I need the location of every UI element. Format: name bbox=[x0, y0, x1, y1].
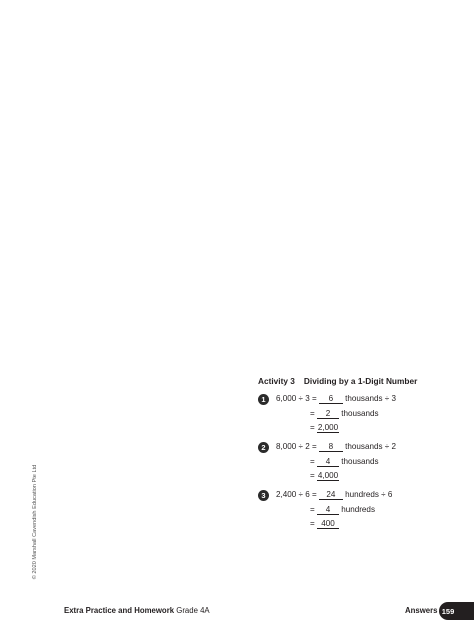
q1-line-3 bbox=[310, 423, 339, 433]
q1-answer-3: 2,000 bbox=[317, 423, 339, 432]
q1-answer-2: 2 bbox=[317, 409, 339, 419]
q2-answer-1: 8 bbox=[319, 442, 343, 452]
q3-expression: 2,400 ÷ 6 = bbox=[276, 490, 317, 499]
q2-answer-2: 4 bbox=[317, 457, 339, 467]
equals-sign: = bbox=[310, 457, 315, 466]
q2-unit-1: thousands ÷ 2 bbox=[345, 442, 396, 451]
q1-answer-1: 6 bbox=[319, 394, 343, 404]
equals-sign: = bbox=[310, 409, 315, 418]
equals-sign: = bbox=[310, 423, 315, 432]
footer-book-title: Extra Practice and Homework bbox=[64, 606, 175, 615]
footer-grade: Grade 4A bbox=[176, 606, 210, 615]
q1-line-1 bbox=[276, 394, 396, 404]
q1-unit-1: thousands ÷ 3 bbox=[345, 394, 396, 403]
q1-line-2 bbox=[310, 409, 379, 419]
q2-expression: 8,000 ÷ 2 = bbox=[276, 442, 317, 451]
question-number-1: 1 bbox=[258, 394, 269, 405]
activity-header bbox=[258, 376, 417, 386]
equals-sign: = bbox=[310, 519, 315, 528]
q3-unit-2: hundreds bbox=[341, 505, 375, 514]
question-number-2: 2 bbox=[258, 442, 269, 453]
q2-unit-2: thousands bbox=[341, 457, 379, 466]
activity-title: Dividing by a 1-Digit Number bbox=[303, 376, 418, 386]
q1-expression: 6,000 ÷ 3 = bbox=[276, 394, 317, 403]
q3-line-1 bbox=[276, 490, 392, 500]
equals-sign: = bbox=[310, 471, 315, 480]
question-number-3: 3 bbox=[258, 490, 269, 501]
q2-answer-3: 4,000 bbox=[317, 471, 339, 480]
page-number: 159 bbox=[441, 606, 455, 616]
q3-answer-2: 4 bbox=[317, 505, 339, 515]
q3-unit-1: hundreds ÷ 6 bbox=[345, 490, 393, 499]
q3-answer-3: 400 bbox=[317, 519, 339, 529]
q3-line-2 bbox=[310, 505, 375, 515]
equals-sign: = bbox=[310, 505, 315, 514]
copyright-text: © 2020 Marshall Cavendish Education Pte Ltd bbox=[32, 464, 38, 580]
q2-line-1 bbox=[276, 442, 396, 452]
footer-book-info bbox=[64, 606, 210, 615]
q2-line-3 bbox=[310, 471, 339, 481]
footer-section: Answers bbox=[405, 606, 438, 615]
q2-line-2 bbox=[310, 457, 379, 467]
q3-line-3 bbox=[310, 519, 339, 529]
q3-answer-1: 24 bbox=[319, 490, 343, 500]
activity-label: Activity 3 bbox=[258, 376, 295, 386]
q1-unit-2: thousands bbox=[341, 409, 379, 418]
